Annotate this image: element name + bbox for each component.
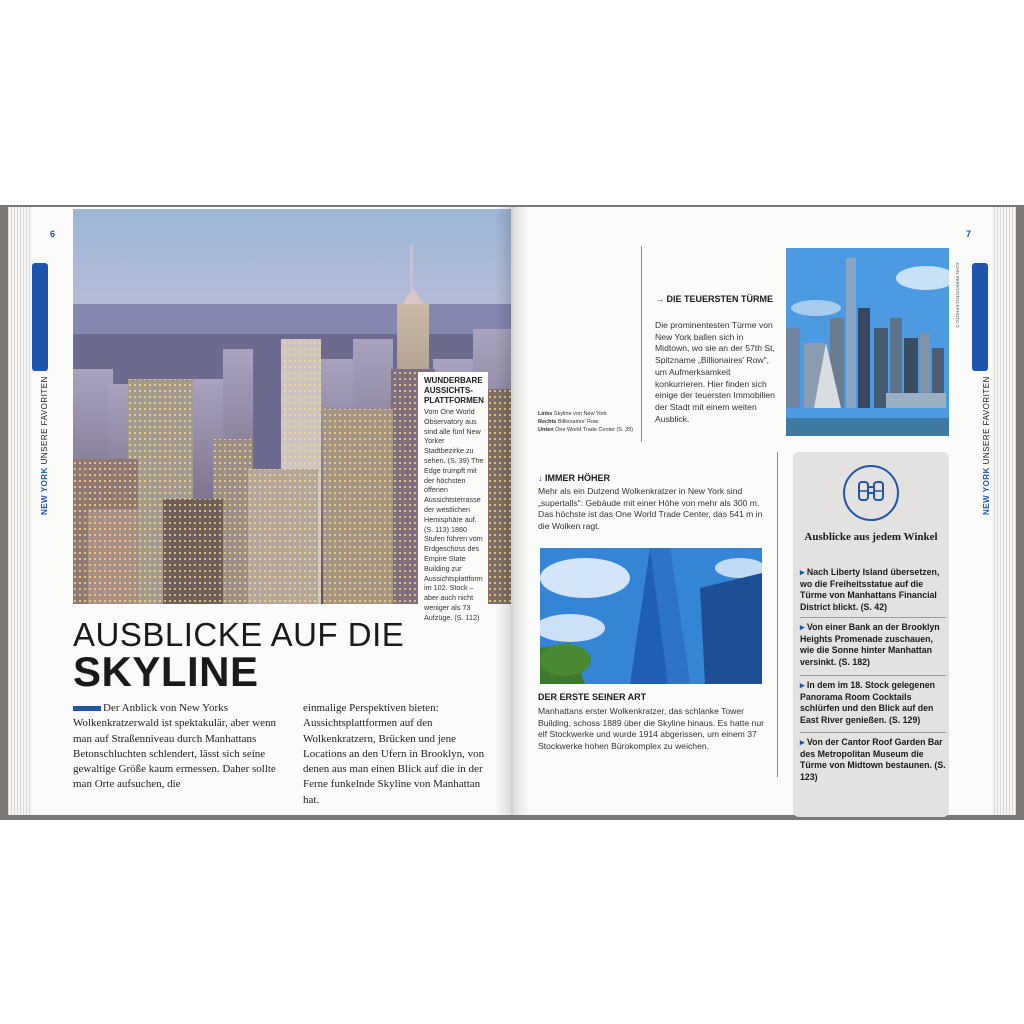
triangle-bullet-icon: ▸ (800, 737, 807, 747)
side-label-section-right: UNSERE FAVORITEN (982, 376, 991, 465)
box-item-2: ▸ Von einer Bank an der Brooklyn Heights Promenade zuschauen, wie die Sonne hinter Manhattan versinkt. (S. 182) (800, 622, 940, 667)
sidebar-observation-decks (418, 372, 488, 672)
arrow-right-icon: → (655, 294, 664, 304)
body-column-2: einmalige Perspektiven bieten: Aussichtsplattformen auf den Wolkenkratzern, Brücken und jene Locations an den Ufern in Brooklyn, von denen aus man einen Blick auf die in der Ferne funkelnde Skyline von Manhattan hat. (303, 702, 485, 806)
photo-credit: JOHN PERRYISTOCKPHOTO © (955, 262, 960, 329)
sidebar-text: Vom One World Observatory aus sind alle fünf New Yorker Stadtbezirke zu sehen. (S. 39) The Edge trumpft mit der höchsten offenen Aussichtsterrasse der westlichen Hemisphäre auf. (S. 113) 1860 Stufen führen vom Erdgeschoss des Empire State Building zur Aussichtsplattform im 102. Stock – aber auch nicht weniger als 73 Aufzüge. (S. 112) (424, 407, 484, 622)
binoculars-icon (841, 463, 901, 523)
page-number-left: 6 (50, 229, 56, 239)
chapter-tab-left (32, 263, 48, 371)
right-page-stack (992, 207, 1016, 815)
caption-right: Rechts Billionaires' Row (538, 419, 599, 425)
section-text-higher: Mehr als ein Dutzend Wolkenkratzer in New York sind „supertalls": Gebäude mit einer Höhe von mehr als 300 m. Das höchste ist das One World Trade Center, das 541 m in die Wolken ragt. (538, 486, 763, 532)
billionaires-row-photo (786, 248, 949, 436)
side-label-region-right: NEW YORK (982, 467, 991, 515)
column-divider-1 (641, 246, 642, 442)
section-text-towers: Die prominentesten Türme von New York ballen sich in Midtown, wo sie an der 57th St, Spitzname „Billionaires' Row", um Aufmerksamkeit konkurrieren. Hier finden sich einige der teuersten Immobilien der Stadt mit einem weiten Ausblick. (655, 320, 775, 424)
box-divider (800, 617, 946, 618)
triangle-bullet-icon: ▸ (800, 567, 807, 577)
page-number-right: 7 (966, 229, 972, 239)
box-item-4: ▸ Von der Cantor Roof Garden Bar des Metropolitan Museum die Türme von Midtown bestaunen. (S. 123) (800, 737, 946, 782)
section-heading-first: DER ERSTE SEINER ART (538, 692, 647, 702)
box-divider (800, 732, 946, 733)
photo-captions (538, 410, 633, 434)
box-item-3: ▸ In dem im 18. Stock gelegenen Panorama Room Cocktails schlürfen und den Blick auf den East River genießen. (S. 129) (800, 680, 935, 725)
box-divider (800, 675, 946, 676)
side-label-left (40, 376, 49, 515)
caption-left: Links Skyline von New York (538, 411, 607, 417)
side-label-right (982, 376, 991, 515)
left-page-stack (8, 207, 32, 815)
one-wtc-photo (540, 548, 762, 684)
side-label-section: UNSERE FAVORITEN (40, 376, 49, 465)
section-text-first: Manhattans erster Wolkenkratzer, das schlanke Tower Building, schoss 1889 über die Skyline hinaus. Es hatte nur elf Stockwerke und wurde 1914 abgerissen, um einem 37 Stockwerke hohen Bürokomplex zu weichen. (538, 706, 764, 752)
headline-line-1: AUSBLICKE AUF DIE (73, 616, 405, 653)
one-wtc-illustration (540, 548, 762, 684)
billionaires-row-illustration (786, 248, 949, 436)
arrow-down-icon: ↓ (538, 473, 543, 483)
chapter-tab-right (972, 263, 988, 371)
sidebar-heading: WUNDERBARE AUSSICHTS-PLATTFORMEN (424, 376, 484, 405)
box-item-1: ▸ Nach Liberty Island übersetzen, wo die Freiheitsstatue auf die Türme von Manhattans Financial District blickt. (S. 42) (800, 567, 940, 612)
section-heading-higher: ↓ IMMER HÖHER (538, 473, 611, 483)
triangle-bullet-icon: ▸ (800, 622, 807, 632)
body-column-1: Der Anblick von New Yorks Wolkenkratzerwald ist spektakulär, aber wenn man auf Straßenniveau durch Manhattans Betonschluchten schlendert, lässt sich seine gewaltige Größe kaum ermessen. Daher sollte man Orte aufsuchen, die (73, 702, 277, 791)
side-label-region: NEW YORK (40, 467, 49, 515)
headline-line-2: SKYLINE (73, 648, 259, 695)
section-heading-towers: → DIE TEUERSTEN TÜRME (655, 294, 774, 304)
caption-bottom: Unten One World Trade Center (S. 39) (538, 427, 633, 433)
column-divider-2 (777, 452, 778, 777)
views-box-title: Ausblicke aus jedem Winkel (804, 531, 938, 543)
triangle-bullet-icon: ▸ (800, 680, 807, 690)
